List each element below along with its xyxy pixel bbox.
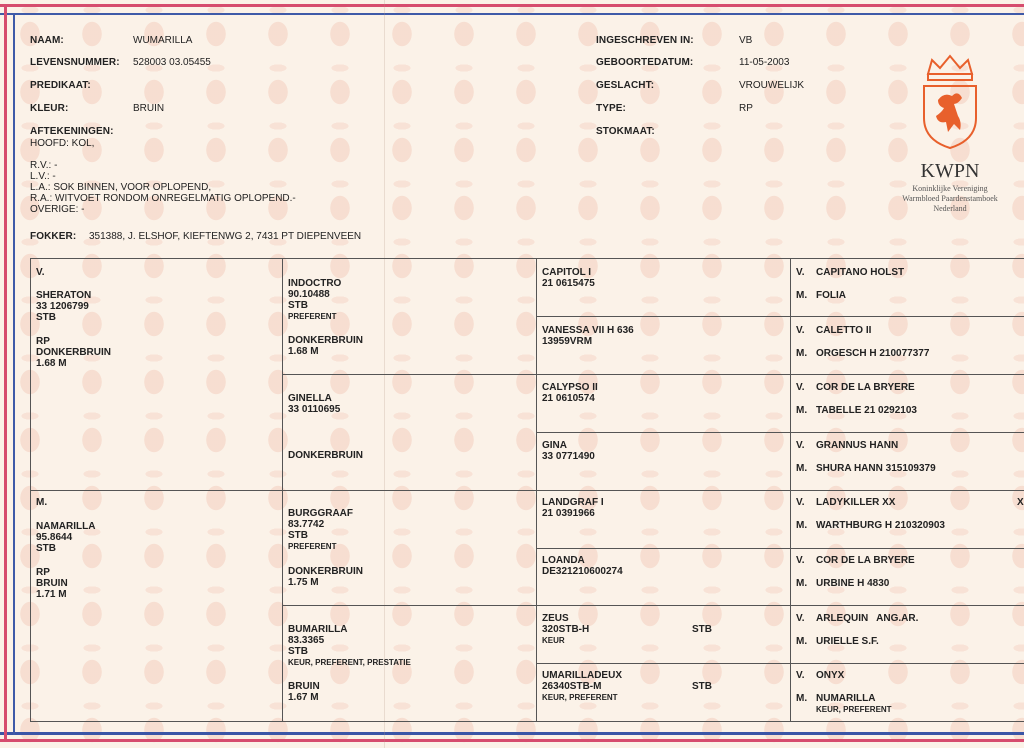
kleur-value: BRUIN bbox=[133, 103, 165, 114]
gen4-sire-tag: V. bbox=[796, 670, 805, 681]
gen2-name: BUMARILLA bbox=[288, 624, 348, 635]
gen4-dam-name: TABELLE 21 0292103 bbox=[816, 405, 917, 416]
gen2-predicate: PREFERENT bbox=[288, 312, 337, 321]
border-top-red bbox=[0, 4, 1024, 7]
gen3-number: DE321210600274 bbox=[542, 566, 623, 577]
gen4-dam-name: URBINE H 4830 bbox=[816, 578, 890, 589]
gen4-dam-name: FOLIA bbox=[816, 290, 846, 301]
gen2-color: BRUIN bbox=[288, 681, 320, 692]
gen3-name: GINA bbox=[542, 440, 567, 451]
dam-book: STB bbox=[36, 543, 56, 554]
gen2-book: STB bbox=[288, 646, 308, 657]
stokmaat-label: STOKMAAT: bbox=[596, 126, 655, 137]
border-bottom-red bbox=[0, 739, 1024, 742]
geslacht-label: GESLACHT: bbox=[596, 80, 655, 91]
dam-tag: M. bbox=[36, 497, 48, 508]
gen2-book: STB bbox=[288, 530, 308, 541]
gen3-number: 21 0610574 bbox=[542, 393, 595, 404]
gen3-name: VANESSA VII H 636 bbox=[542, 325, 634, 336]
type-label: TYPE: bbox=[596, 103, 626, 114]
kleur-label: KLEUR: bbox=[30, 103, 69, 114]
gen3-name: LANDGRAF I bbox=[542, 497, 604, 508]
kwpn-logo-text: KWPN bbox=[920, 160, 980, 182]
markings-list bbox=[30, 138, 296, 215]
gen2-number: 83.7742 bbox=[288, 519, 325, 530]
dam-type: RP bbox=[36, 567, 50, 578]
gen2-name: GINELLA bbox=[288, 393, 332, 404]
predikaat-label: PREDIKAAT: bbox=[30, 80, 91, 91]
gen3-name: UMARILLADEUX bbox=[542, 670, 622, 681]
gen4-dam-tag: M. bbox=[796, 463, 808, 474]
gen4-dam-name: NUMARILLA bbox=[816, 693, 876, 704]
gen4-sire-name: COR DE LA BRYERE bbox=[816, 382, 915, 393]
border-top-blue bbox=[0, 13, 1024, 15]
dam-number: 95.8644 bbox=[36, 532, 73, 543]
gen4-dam-name: ORGESCH H 210077377 bbox=[816, 348, 930, 359]
gen2-color: DONKERBRUIN bbox=[288, 335, 363, 346]
sire-book: STB bbox=[36, 312, 56, 323]
gen3-name: CALYPSO II bbox=[542, 382, 598, 393]
gen2-color: DONKERBRUIN bbox=[288, 566, 363, 577]
naam-label: NAAM: bbox=[30, 35, 64, 46]
geboortedatum-label: GEBOORTEDATUM: bbox=[596, 57, 694, 68]
gen3-number: 13959VRM bbox=[542, 336, 593, 347]
gen2-number: 90.10488 bbox=[288, 289, 330, 300]
levensnummer-value: 528003 03.05455 bbox=[133, 57, 211, 68]
naam-value: WUMARILLA bbox=[133, 35, 193, 46]
gen2-predicate: PREFERENT bbox=[288, 542, 337, 551]
gen3-name: CAPITOL I bbox=[542, 267, 592, 278]
ingeschreven-label: INGESCHREVEN IN: bbox=[596, 35, 694, 46]
gen2-color: DONKERBRUIN bbox=[288, 450, 363, 461]
geslacht-value: VROUWELIJK bbox=[739, 80, 805, 91]
marking-line: L.V.: - bbox=[30, 171, 56, 182]
marking-line: L.A.: SOK BINNEN, VOOR OPLOPEND, bbox=[30, 182, 212, 193]
gen4-sire-name: COR DE LA BRYERE bbox=[816, 555, 915, 566]
gen2-number: 83.3365 bbox=[288, 635, 325, 646]
pedigree-table bbox=[30, 258, 1024, 722]
kwpn-crest-icon bbox=[918, 52, 982, 152]
marking-line: HOOFD: KOL, bbox=[30, 138, 95, 149]
gen4-sire-tag: V. bbox=[796, 440, 805, 451]
gen4-sire-tag: V. bbox=[796, 497, 805, 508]
gen4-dam-tag: M. bbox=[796, 636, 808, 647]
type-value: RP bbox=[739, 103, 753, 114]
border-left-red bbox=[4, 4, 7, 742]
sire-color: DONKERBRUIN bbox=[36, 347, 111, 358]
marking-line: R.A.: WITVOET RONDOM ONREGELMATIG OPLOPEND.- bbox=[30, 193, 296, 204]
marking-line: R.V.: - bbox=[30, 160, 58, 171]
gen4-sire-tag: V. bbox=[796, 267, 805, 278]
gen4-dam-name: WARTHBURG H 210320903 bbox=[816, 520, 945, 531]
gen4-sire-tag: V. bbox=[796, 382, 805, 393]
gen4-dam-tag: M. bbox=[796, 520, 808, 531]
gen4-dam-tag: M. bbox=[796, 290, 808, 301]
gen2-height: 1.68 M bbox=[288, 346, 319, 357]
gen4-sire-tag: V. bbox=[796, 555, 805, 566]
kwpn-subtitle-line: Nederland bbox=[933, 204, 967, 213]
kwpn-subtitle-line: Koninklijke Vereniging bbox=[912, 184, 988, 193]
gen3-predicate: KEUR bbox=[542, 636, 565, 645]
marking-line bbox=[30, 149, 296, 160]
gen4-dam-name: URIELLE S.F. bbox=[816, 636, 879, 647]
gen4-dam-tag: M. bbox=[796, 348, 808, 359]
gen3-stb: STB bbox=[692, 624, 712, 635]
gen4-dam-tag: M. bbox=[796, 693, 808, 704]
gen2-name: BURGGRAAF bbox=[288, 508, 353, 519]
gen3-stb: STB bbox=[692, 681, 712, 692]
gen2-number: 33 0110695 bbox=[288, 404, 341, 415]
gen3-predicate: KEUR, PREFERENT bbox=[542, 693, 618, 702]
gen4-dam-tag: M. bbox=[796, 405, 808, 416]
dam-name: NAMARILLA bbox=[36, 521, 96, 532]
gen4-x-mark: X bbox=[1017, 497, 1024, 508]
kwpn-subtitle-line: Warmbloed Paardenstamboek bbox=[902, 194, 998, 203]
aftekeningen-label: AFTEKENINGEN: bbox=[30, 126, 114, 137]
fokker-value: 351388, J. ELSHOF, KIEFTENWG 2, 7431 PT DIEPENVEEN bbox=[89, 231, 362, 242]
gen3-number: 21 0615475 bbox=[542, 278, 595, 289]
border-left-blue bbox=[13, 13, 15, 735]
geboortedatum-value: 11-05-2003 bbox=[739, 57, 790, 68]
sire-name: SHERATON bbox=[36, 290, 92, 301]
gen4-sire-name: LADYKILLER XX bbox=[816, 497, 896, 508]
gen4-sire-tag: V. bbox=[796, 613, 805, 624]
gen2-height: 1.67 M bbox=[288, 692, 319, 703]
gen3-name: LOANDA bbox=[542, 555, 585, 566]
gen4-sire-name: CAPITANO HOLST bbox=[816, 267, 905, 278]
gen3-name: ZEUS bbox=[542, 613, 569, 624]
sire-height: 1.68 M bbox=[36, 358, 67, 369]
gen3-number: 21 0391966 bbox=[542, 508, 595, 519]
gen2-book: STB bbox=[288, 300, 308, 311]
gen4-sire-name: ONYX bbox=[816, 670, 845, 681]
sire-tag: V. bbox=[36, 267, 45, 278]
gen4-dam-name: SHURA HANN 315109379 bbox=[816, 463, 936, 474]
sire-type: RP bbox=[36, 336, 50, 347]
marking-line: OVERIGE: - bbox=[30, 204, 85, 215]
gen4-dam-tag: M. bbox=[796, 578, 808, 589]
gen4-sire-name: GRANNUS HANN bbox=[816, 440, 899, 451]
dam-color: BRUIN bbox=[36, 578, 68, 589]
levensnummer-label: LEVENSNUMMER: bbox=[30, 57, 120, 68]
dam-height: 1.71 M bbox=[36, 589, 67, 600]
gen4-sire-tag: V. bbox=[796, 325, 805, 336]
ingeschreven-value: VB bbox=[739, 35, 753, 46]
gen4-sire-name: ARLEQUIN ANG.AR. bbox=[816, 613, 919, 624]
gen3-number: 26340STB-M bbox=[542, 681, 602, 692]
gen3-number: 320STB-H bbox=[542, 624, 590, 635]
gen4-sire-name: CALETTO II bbox=[816, 325, 872, 336]
gen4-dam-predicate: KEUR, PREFERENT bbox=[816, 705, 892, 714]
gen2-predicate: KEUR, PREFERENT, PRESTATIE bbox=[288, 658, 411, 667]
gen3-number: 33 0771490 bbox=[542, 451, 595, 462]
fokker-label: FOKKER: bbox=[30, 231, 77, 242]
gen2-name: INDOCTRO bbox=[288, 278, 342, 289]
border-bottom-blue bbox=[0, 732, 1024, 735]
gen2-height: 1.75 M bbox=[288, 577, 319, 588]
kwpn-subtitle bbox=[880, 184, 1020, 214]
sire-number: 33 1206799 bbox=[36, 301, 89, 312]
